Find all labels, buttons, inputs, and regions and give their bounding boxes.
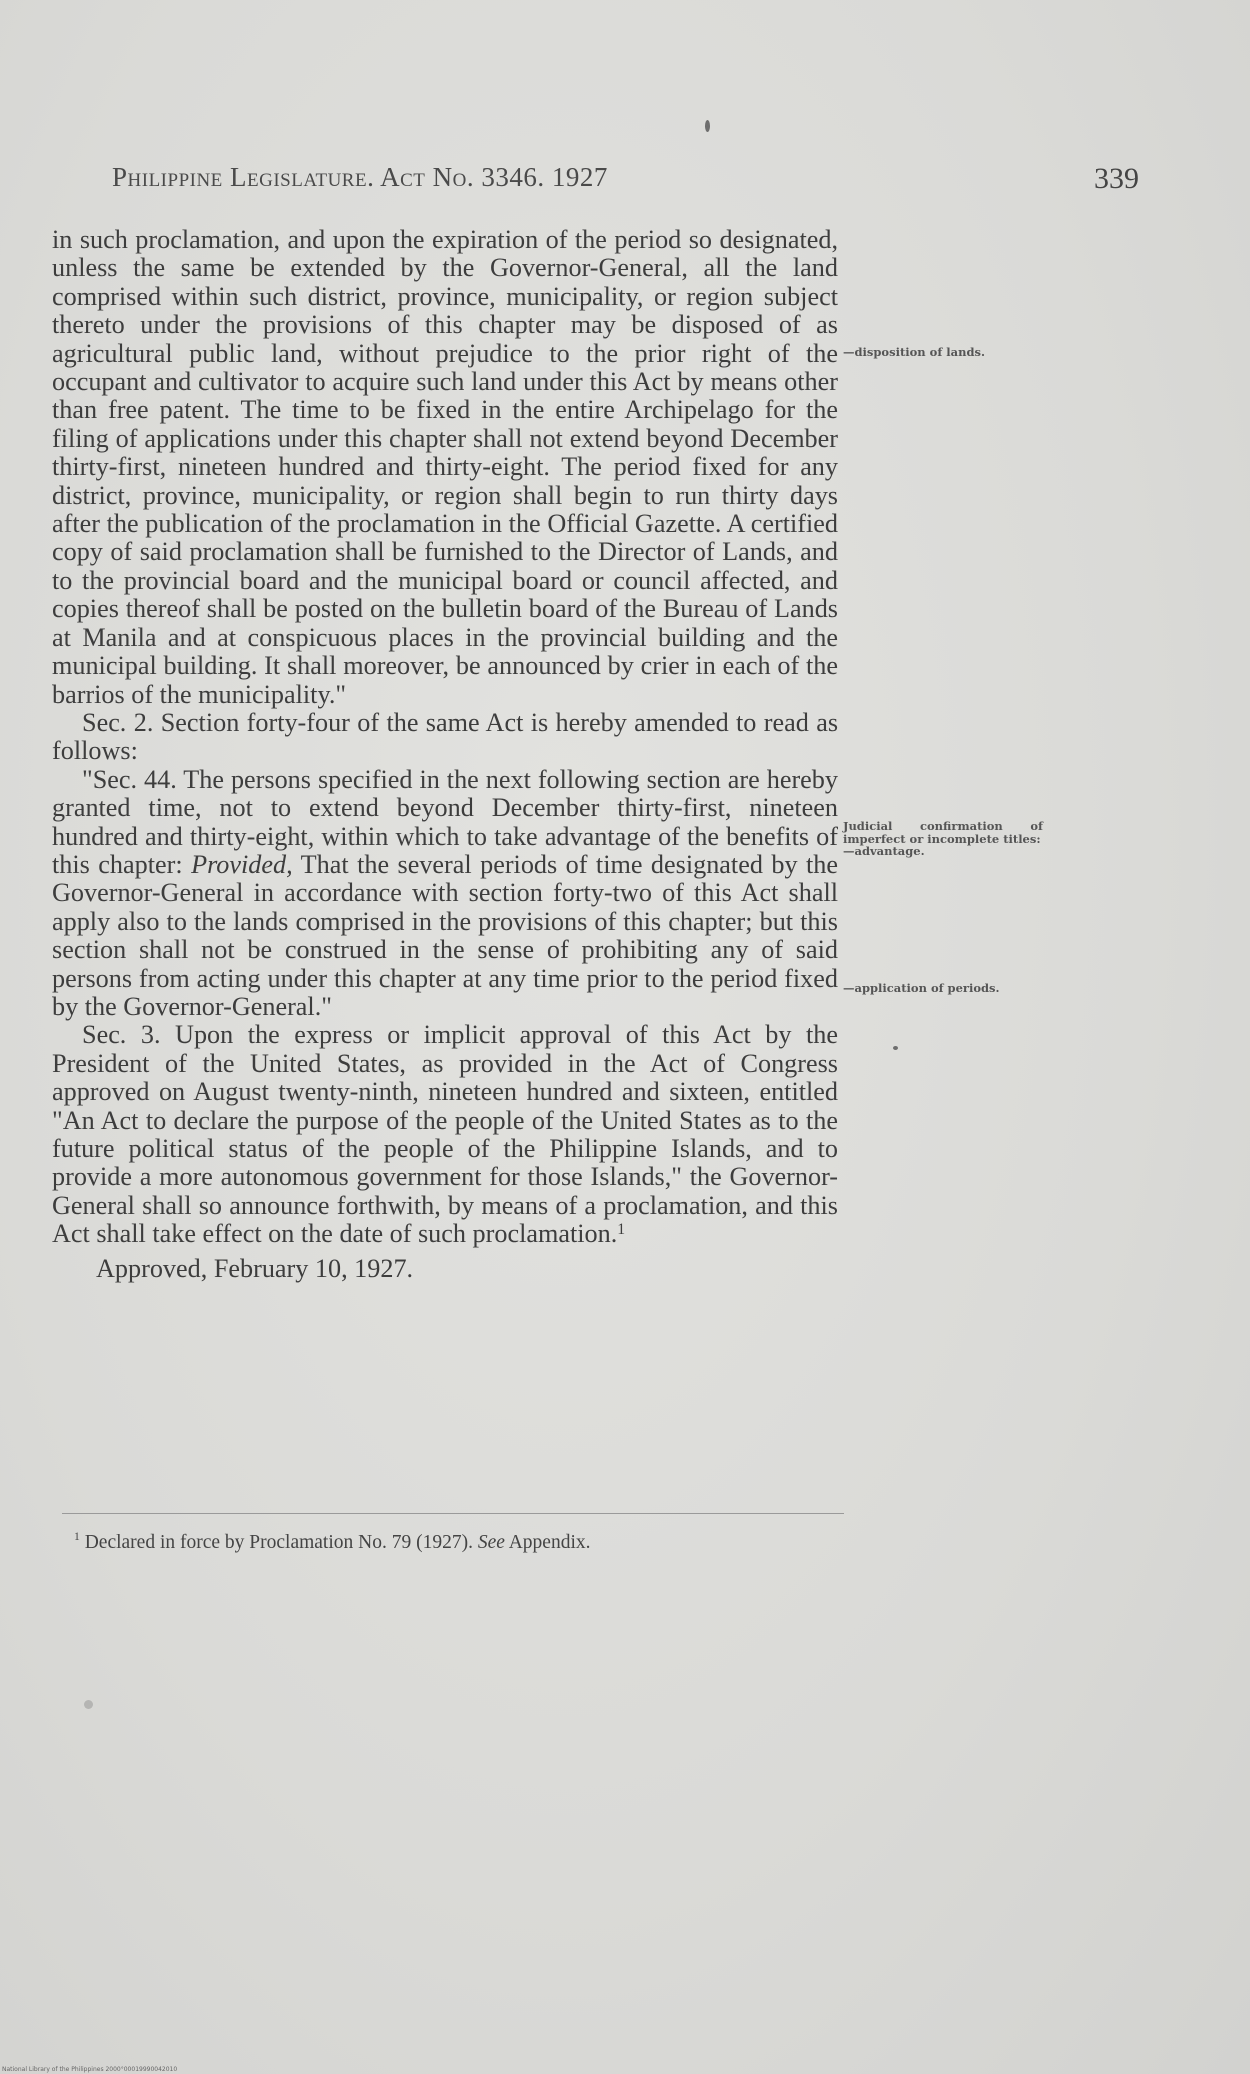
footnote-appendix: Appendix. bbox=[504, 1532, 591, 1553]
proviso-word: Provided, bbox=[191, 849, 293, 879]
margin-note-judicial-confirmation bbox=[843, 820, 1043, 858]
footnote-text: Declared in force by Proclamation No. 79 (1927). bbox=[79, 1532, 478, 1553]
ink-speck bbox=[84, 1700, 93, 1709]
margin-note-disposition: —disposition of lands. bbox=[843, 345, 985, 359]
section-2 bbox=[52, 709, 838, 766]
section-label: Sec. 2. bbox=[82, 707, 154, 737]
section-3 bbox=[52, 1021, 838, 1248]
paragraph-continuation: in such proclamation, and upon the expiration of the period so designated, unless the same be extended by the Governor-General, all the land comprised within such district, province, municipality, or region subject thereto under the provisions of this chapter may be disposed of as agricultural public land, without prejudice to the prior right of the occupant and cultivator to acquire such land under this Act by means other than free patent. The time to be fixed in the entire Archipelago for the filing of applications under this chapter shall not extend beyond December thirty-first, nineteen hundred and thirty-eight. The period fixed for any district, province, municipality, or region shall begin to run thirty days after the publication of the proclamation in the Official Gazette. A certified copy of said proclamation shall be furnished to the Director of Lands, and to the provincial board and the municipal board or council affected, and copies thereof shall be posted on the bulletin board of the Bureau of Lands at Manila and at conspicuous places in the provincial building and the municipal building. It shall moreover, be announced by crier in each of the barrios of the municipality." bbox=[52, 225, 838, 709]
scan-identifier: National Library of the Philippines 2000°00019990042010 bbox=[2, 2066, 178, 2073]
margin-note-text: Judicial confirmation of imperfect or incomplete titles: bbox=[843, 819, 1043, 846]
margin-note-application-of-periods: —application of periods. bbox=[843, 981, 1000, 995]
running-head: Philippine Legislature. Act No. 3346. 1927 bbox=[112, 162, 608, 192]
footnote-see: See bbox=[477, 1532, 505, 1553]
ink-speck bbox=[893, 1046, 898, 1050]
section-text: Upon the express or implicit approval of this Act by the President of the United States, as provided in the Act of Congress approved on August twenty-ninth, nineteen hundred and sixteen, entitled "An Act to declare the purpose of the people of the United States as to the future political status of the people of the Philippine Islands, and to provide a more autonomous government for those Islands," the Governor-General shall so announce forthwith, by means of a proclamation, and this Act shall take effect on the date of such proclamation. bbox=[52, 1020, 838, 1249]
footnote-reference: 1 bbox=[617, 1221, 626, 1239]
section-label: Sec. 3. bbox=[82, 1020, 161, 1050]
page-number: 339 bbox=[1094, 162, 1139, 195]
section-label: "Sec. 44. bbox=[82, 764, 177, 794]
approval-line: Approved, February 10, 1927. bbox=[96, 1253, 414, 1283]
ink-speck bbox=[705, 120, 710, 132]
footnote-mark: 1 bbox=[74, 1530, 80, 1543]
footnote bbox=[74, 1532, 854, 1554]
margin-note-text: —advantage. bbox=[843, 844, 925, 858]
section-text: The persons specified in the next following section are hereby granted time, not to extend beyond December thirty-first, nineteen hundred and thirty-eight, within which to take advantage of the benefits of this chapter: bbox=[52, 764, 838, 879]
body-text bbox=[52, 226, 838, 1283]
section-44 bbox=[52, 766, 838, 1022]
section-text: That the several periods of time designated by the Governor-General in accordance with section forty-two of this Act shall apply also to the lands comprised in the provisions of this chapter; but this section shall not be construed in the sense of prohibiting any of said persons from acting under this chapter at any time prior to the period fixed by the Governor-General." bbox=[52, 849, 838, 1021]
section-text: Section forty-four of the same Act is hereby amended to read as follows: bbox=[52, 707, 839, 766]
footnote-divider bbox=[62, 1513, 844, 1514]
